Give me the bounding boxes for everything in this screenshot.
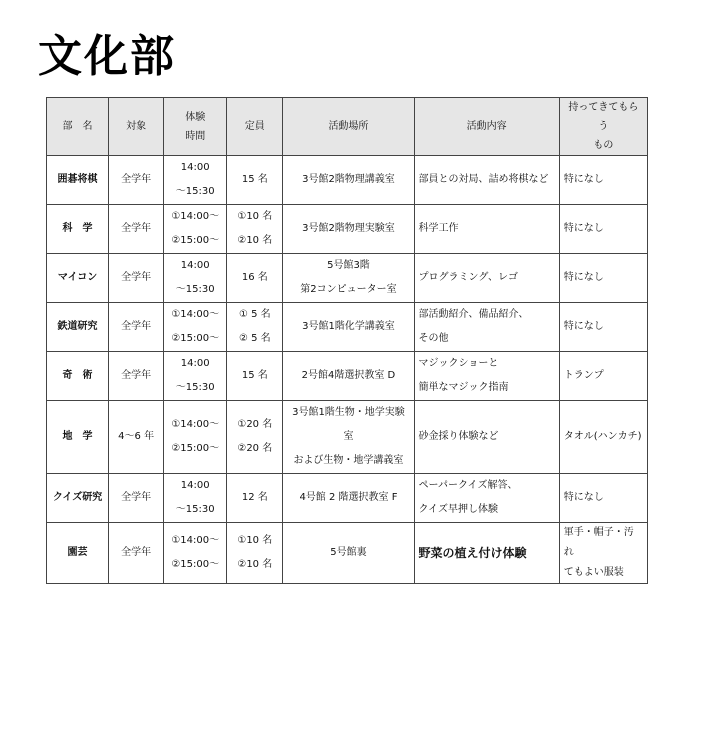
content-cell bbox=[414, 474, 559, 523]
cell-text: 特になし bbox=[563, 321, 604, 332]
table-body bbox=[47, 156, 648, 584]
cell-text: 5号館3階 bbox=[327, 260, 370, 271]
cell-text: 部員との対局、詰め将棋など bbox=[418, 174, 549, 185]
cell-text: ①10 名 bbox=[237, 211, 273, 222]
cell-text: 12 名 bbox=[241, 492, 268, 503]
cell-text: 砂金採り体験など bbox=[418, 431, 499, 442]
cell-text: 第2コンピューター室 bbox=[300, 284, 397, 295]
cell-text: ② 5 名 bbox=[238, 333, 271, 344]
time-cell bbox=[164, 401, 227, 474]
header-club-name bbox=[47, 98, 109, 156]
content-cell bbox=[414, 523, 559, 584]
header-text: もの bbox=[593, 140, 614, 151]
header-bring bbox=[559, 98, 647, 156]
cell-text: トランプ bbox=[563, 370, 604, 381]
header-text: 活動内容 bbox=[466, 121, 507, 132]
cell-text: ②20 名 bbox=[237, 443, 273, 454]
bring-cell bbox=[559, 303, 647, 352]
club-name-cell: 地 学 bbox=[47, 401, 109, 474]
content-cell bbox=[414, 352, 559, 401]
cell-text: ①20 名 bbox=[237, 419, 273, 430]
cell-text: 14:00 bbox=[180, 358, 210, 369]
cell-text: ①14:00～ bbox=[171, 211, 220, 222]
cell-text: 15 名 bbox=[241, 370, 268, 381]
bring-cell bbox=[559, 523, 647, 584]
cell-text: 部活動紹介、備品紹介、 bbox=[418, 309, 529, 320]
cell-text: プログラミング、レゴ bbox=[418, 272, 518, 283]
cell-text: ②15:00～ bbox=[171, 559, 220, 570]
capacity-cell bbox=[227, 523, 283, 584]
target-cell: 全学年 bbox=[109, 474, 164, 523]
club-name-cell: マイコン bbox=[47, 254, 109, 303]
target-cell: 全学年 bbox=[109, 205, 164, 254]
cell-text: ②15:00～ bbox=[171, 235, 220, 246]
bring-cell bbox=[559, 156, 647, 205]
cell-text: その他 bbox=[418, 333, 449, 344]
cell-text: ②15:00～ bbox=[171, 333, 220, 344]
place-cell bbox=[283, 401, 414, 474]
club-activity-table bbox=[46, 97, 648, 584]
cell-text: 科学工作 bbox=[418, 223, 459, 234]
place-cell bbox=[283, 474, 414, 523]
header-text: 体験 bbox=[185, 111, 206, 123]
target-cell: 全学年 bbox=[109, 523, 164, 584]
cell-text: 4号館 2 階選択教室 F bbox=[299, 492, 398, 503]
content-cell bbox=[414, 401, 559, 474]
header-time bbox=[164, 98, 227, 156]
cell-text: 3号館1階化学講義室 bbox=[302, 321, 395, 332]
time-cell bbox=[164, 156, 227, 205]
place-cell bbox=[283, 352, 414, 401]
time-cell bbox=[164, 352, 227, 401]
cell-text: 15 名 bbox=[241, 174, 268, 185]
capacity-cell bbox=[227, 205, 283, 254]
time-cell bbox=[164, 205, 227, 254]
content-cell bbox=[414, 254, 559, 303]
club-name-cell: 園芸 bbox=[47, 523, 109, 584]
table-row bbox=[47, 254, 648, 303]
cell-text: 16 名 bbox=[241, 272, 268, 283]
header-text: 部 名 bbox=[62, 121, 93, 132]
page-title: 文化部 bbox=[38, 31, 176, 82]
place-cell bbox=[283, 523, 414, 584]
cell-text: 野菜の植え付け体験 bbox=[418, 546, 527, 560]
header-text: 活動場所 bbox=[328, 121, 369, 132]
capacity-cell bbox=[227, 401, 283, 474]
place-cell bbox=[283, 254, 414, 303]
table-row bbox=[47, 205, 648, 254]
target-cell: 全学年 bbox=[109, 254, 164, 303]
capacity-cell bbox=[227, 352, 283, 401]
club-name-cell: 囲碁将棋 bbox=[47, 156, 109, 205]
cell-text: ①14:00～ bbox=[171, 535, 220, 546]
header-text: 時間 bbox=[185, 130, 206, 142]
target-cell: 全学年 bbox=[109, 352, 164, 401]
capacity-cell bbox=[227, 474, 283, 523]
cell-text: 3号館1階生物・地学実験室 bbox=[292, 407, 405, 442]
bring-cell bbox=[559, 401, 647, 474]
capacity-cell bbox=[227, 254, 283, 303]
content-cell bbox=[414, 303, 559, 352]
time-cell bbox=[164, 303, 227, 352]
cell-text: ②10 名 bbox=[237, 235, 273, 246]
header-text: 持ってきてもらう bbox=[568, 102, 639, 132]
target-cell: 全学年 bbox=[109, 156, 164, 205]
bring-cell bbox=[559, 352, 647, 401]
club-name-cell: 鉄道研究 bbox=[47, 303, 109, 352]
table-row bbox=[47, 352, 648, 401]
table-row bbox=[47, 156, 648, 205]
cell-text: および生物・地学講義室 bbox=[293, 455, 404, 466]
cell-text: ① 5 名 bbox=[238, 309, 271, 320]
cell-text: ②15:00～ bbox=[171, 443, 220, 454]
cell-text: 特になし bbox=[563, 223, 604, 234]
time-cell bbox=[164, 254, 227, 303]
bring-cell bbox=[559, 254, 647, 303]
cell-text: クイズ早押し体験 bbox=[418, 504, 498, 515]
cell-text: ペーパークイズ解答、 bbox=[418, 480, 518, 491]
cell-text: 2号館4階選択教室 D bbox=[301, 370, 396, 381]
cell-text: ～15:30 bbox=[175, 382, 215, 393]
cell-text: ②10 名 bbox=[237, 559, 273, 570]
cell-text: 特になし bbox=[563, 492, 604, 503]
capacity-cell bbox=[227, 303, 283, 352]
header-target bbox=[109, 98, 164, 156]
bring-cell bbox=[559, 205, 647, 254]
table-header-row bbox=[47, 98, 648, 156]
club-name-cell: 奇 術 bbox=[47, 352, 109, 401]
header-capacity bbox=[227, 98, 283, 156]
header-text: 定員 bbox=[244, 121, 265, 132]
cell-text: 14:00 bbox=[180, 162, 210, 173]
bring-cell bbox=[559, 474, 647, 523]
cell-text: ①10 名 bbox=[237, 535, 273, 546]
header-place bbox=[283, 98, 414, 156]
cell-text: ～15:30 bbox=[175, 504, 215, 515]
table-row bbox=[47, 474, 648, 523]
place-cell bbox=[283, 156, 414, 205]
cell-text: 3号館2階物理講義室 bbox=[302, 174, 395, 185]
time-cell bbox=[164, 523, 227, 584]
cell-text: てもよい服装 bbox=[563, 567, 624, 578]
cell-text: 14:00 bbox=[180, 260, 210, 271]
cell-text: マジックショーと bbox=[418, 358, 499, 369]
cell-text: 特になし bbox=[563, 272, 604, 283]
place-cell bbox=[283, 205, 414, 254]
header-text: 対象 bbox=[126, 121, 147, 132]
cell-text: 3号館2階物理実験室 bbox=[302, 223, 395, 234]
target-cell: 全学年 bbox=[109, 303, 164, 352]
table-row bbox=[47, 303, 648, 352]
content-cell bbox=[414, 205, 559, 254]
content-cell bbox=[414, 156, 559, 205]
cell-text: タオル(ハンカチ) bbox=[563, 431, 642, 442]
table-row bbox=[47, 523, 648, 584]
header-content bbox=[414, 98, 559, 156]
cell-text: 5号館裏 bbox=[330, 547, 367, 558]
cell-text: 特になし bbox=[563, 174, 604, 185]
cell-text: ～15:30 bbox=[175, 284, 215, 295]
table-row bbox=[47, 401, 648, 474]
capacity-cell bbox=[227, 156, 283, 205]
cell-text: 簡単なマジック指南 bbox=[418, 382, 509, 393]
time-cell bbox=[164, 474, 227, 523]
cell-text: 14:00 bbox=[180, 480, 210, 491]
place-cell bbox=[283, 303, 414, 352]
cell-text: ～15:30 bbox=[175, 186, 215, 197]
cell-text: 軍手・帽子・汚れ bbox=[563, 527, 634, 558]
cell-text: ①14:00～ bbox=[171, 419, 220, 430]
cell-text: ①14:00～ bbox=[171, 309, 220, 320]
target-cell: 4～6 年 bbox=[109, 401, 164, 474]
club-name-cell: クイズ研究 bbox=[47, 474, 109, 523]
club-name-cell: 科 学 bbox=[47, 205, 109, 254]
